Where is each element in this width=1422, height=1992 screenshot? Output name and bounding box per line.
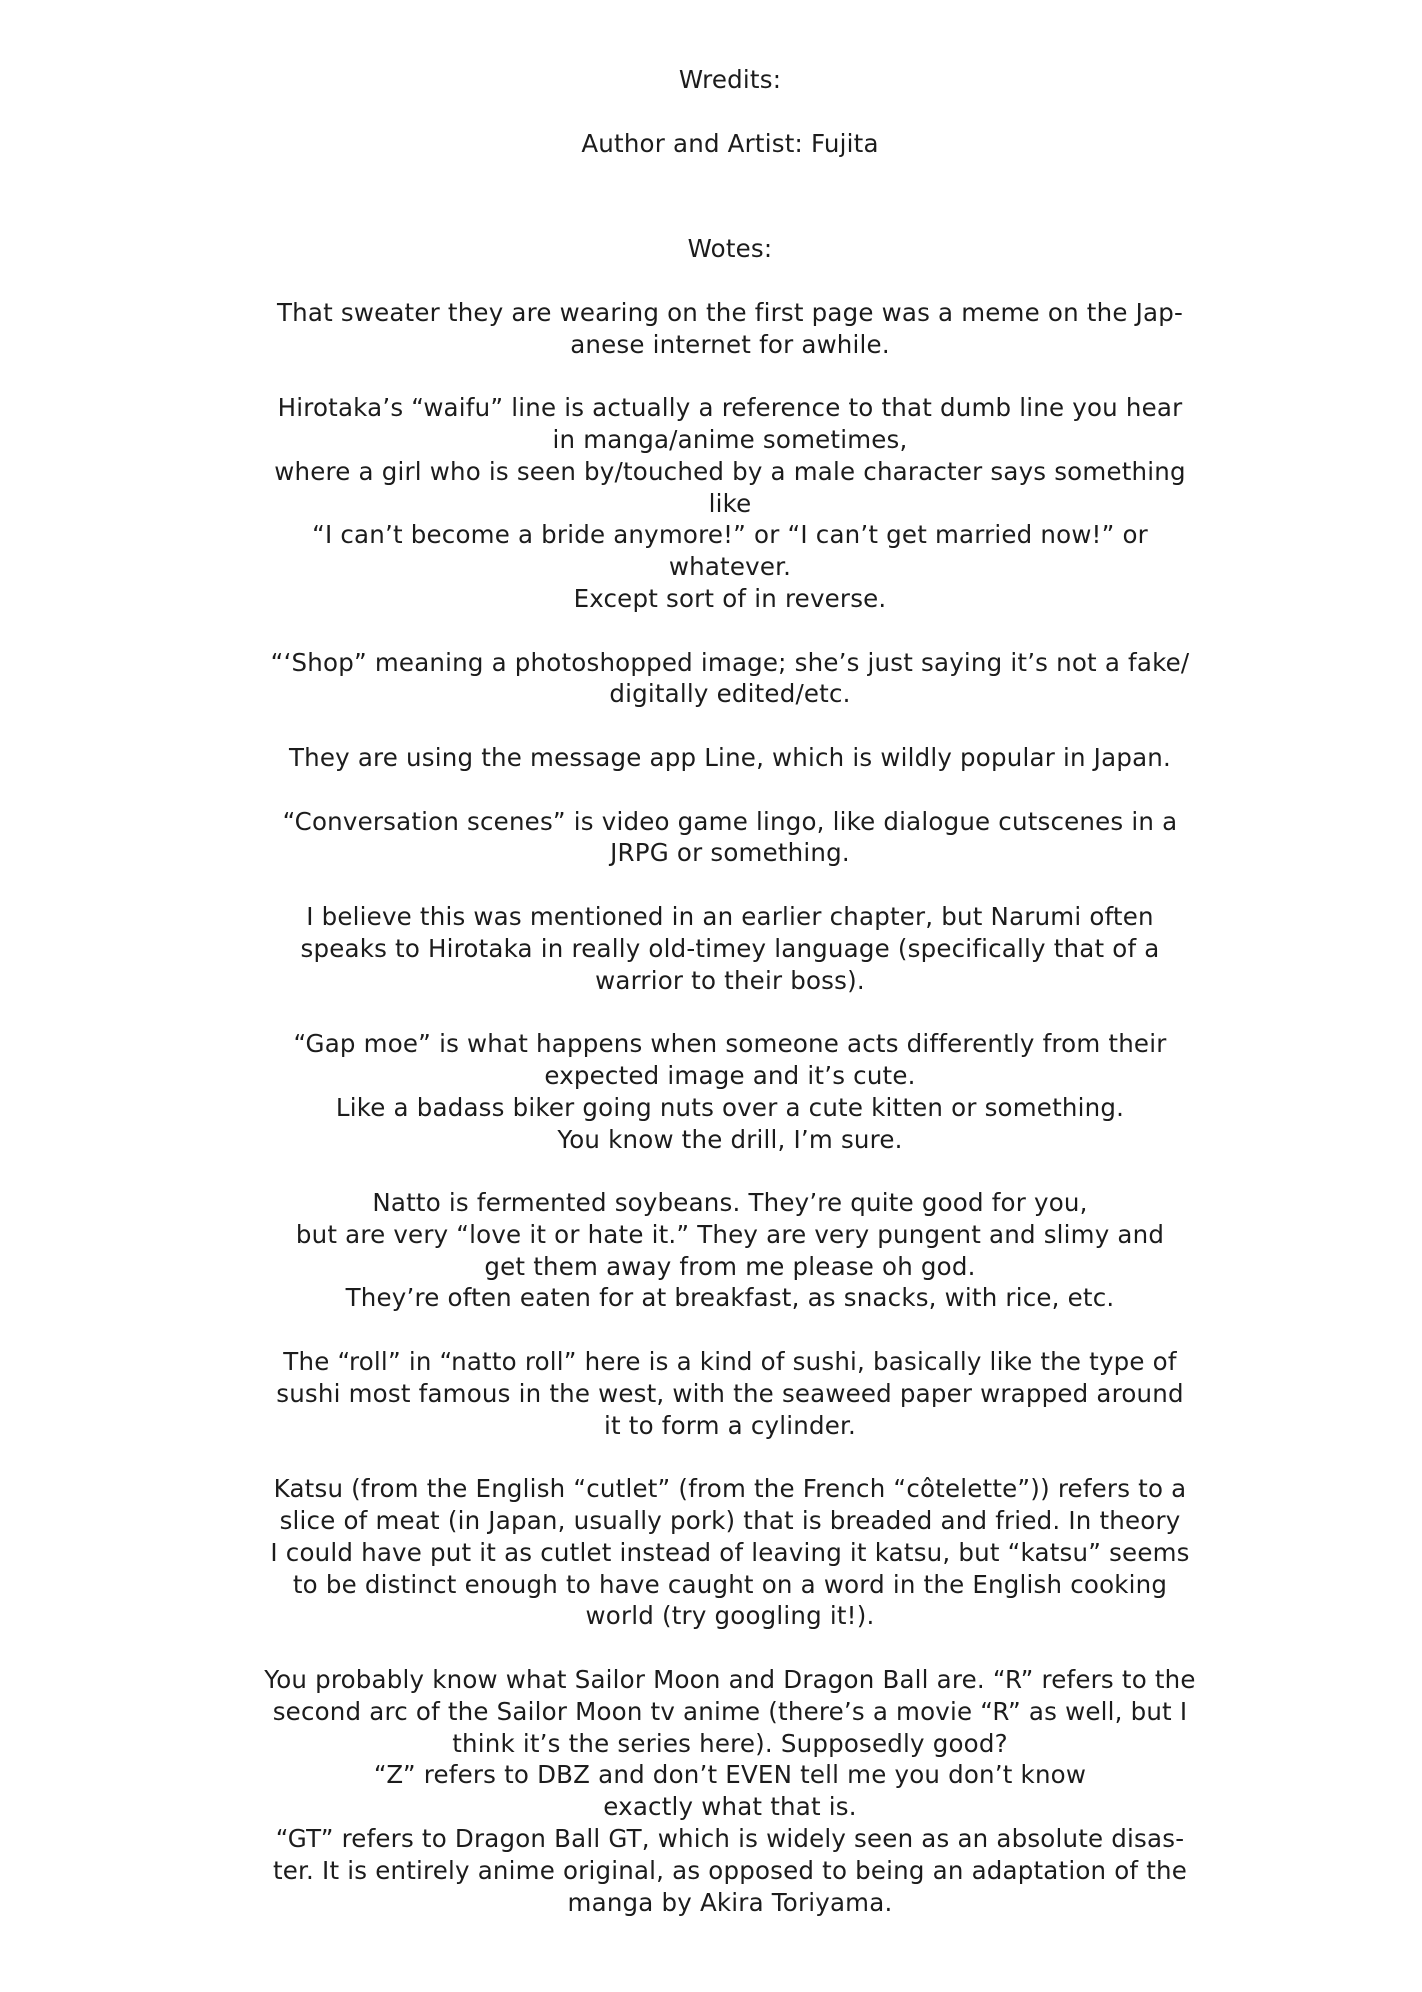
spacer bbox=[160, 615, 1300, 647]
note-line: to be distinct enough to have caught on a word in the English cooking bbox=[292, 1569, 1168, 1599]
note-line: slice of meat (in Japan, usually pork) that is breaded and fried. In theory bbox=[279, 1506, 1181, 1536]
spacer bbox=[160, 1314, 1300, 1346]
note-line: I believe this was mentioned in an earlier chapter, but Narumi often bbox=[306, 901, 1154, 931]
note-paragraph bbox=[160, 1346, 1300, 1441]
credits-heading: Wredits: bbox=[678, 65, 782, 94]
note-line: You probably know what Sailor Moon and Dragon Ball are. “R” refers to the bbox=[264, 1665, 1196, 1695]
note-line: ter. It is entirely anime original, as opposed to being an adaptation of the bbox=[272, 1855, 1188, 1885]
note-line: second arc of the Sailor Moon tv anime (there’s a movie “R” as well, but I bbox=[272, 1696, 1188, 1726]
note-line: “GT” refers to Dragon Ball GT, which is widely seen as an absolute disas- bbox=[275, 1824, 1185, 1854]
page-content bbox=[160, 64, 1300, 1918]
note-line: where a girl who is seen by/touched by a male character says something bbox=[274, 456, 1186, 486]
note-line: warrior to their boss). bbox=[595, 965, 865, 995]
spacer bbox=[160, 1632, 1300, 1664]
note-line: They are using the message app Line, which is wildly popular in Japan. bbox=[288, 742, 1171, 772]
spacer bbox=[160, 265, 1300, 297]
note-paragraph bbox=[160, 297, 1300, 361]
note-line: like bbox=[708, 488, 752, 518]
spacer bbox=[160, 201, 1300, 233]
note-paragraph bbox=[160, 1187, 1300, 1314]
spacer bbox=[160, 1155, 1300, 1187]
spacer bbox=[160, 869, 1300, 901]
note-line: “‘Shop” meaning a photoshopped image; she’s just saying it’s not a fake/ bbox=[270, 647, 1190, 677]
note-line: manga by Akira Toriyama. bbox=[567, 1887, 893, 1917]
credits-author-line: Author and Artist: Fujita bbox=[581, 128, 879, 158]
note-line: anese internet for awhile. bbox=[570, 329, 890, 359]
note-line: Natto is fermented soybeans. They’re quite good for you, bbox=[372, 1188, 1088, 1218]
note-line: digitally edited/etc. bbox=[609, 679, 851, 709]
note-line: world (try googling it!). bbox=[585, 1601, 875, 1631]
note-line: “I can’t become a bride anymore!” or “I can’t get married now!” or bbox=[312, 520, 1148, 550]
note-paragraph bbox=[160, 806, 1300, 870]
note-line: That sweater they are wearing on the first page was a meme on the Jap- bbox=[276, 297, 1184, 327]
note-line: it to form a cylinder. bbox=[603, 1410, 857, 1440]
note-line: You know the drill, I’m sure. bbox=[557, 1124, 903, 1154]
spacer bbox=[160, 774, 1300, 806]
note-line: Hirotaka’s “waifu” line is actually a reference to that dumb line you hear bbox=[277, 393, 1183, 423]
spacer bbox=[160, 1441, 1300, 1473]
spacer bbox=[160, 96, 1300, 128]
note-line: The “roll” in “natto roll” here is a kind of sushi, basically like the type of bbox=[283, 1347, 1177, 1377]
note-paragraph bbox=[160, 901, 1300, 996]
spacer bbox=[160, 159, 1300, 201]
note-line: expected image and it’s cute. bbox=[544, 1060, 916, 1090]
note-line: whatever. bbox=[668, 552, 792, 582]
notes-heading: Wotes: bbox=[687, 234, 773, 264]
note-paragraph bbox=[160, 1028, 1300, 1155]
note-paragraph bbox=[160, 742, 1300, 774]
note-line: in manga/anime sometimes, bbox=[552, 424, 908, 454]
spacer bbox=[160, 710, 1300, 742]
note-paragraph bbox=[160, 1664, 1300, 1918]
note-line: get them away from me please oh god. bbox=[484, 1251, 976, 1281]
note-line: speaks to Hirotaka in really old-timey language (specifically that of a bbox=[300, 933, 1160, 963]
note-line: They’re often eaten for at breakfast, as snacks, with rice, etc. bbox=[345, 1283, 1115, 1313]
note-line: “Conversation scenes” is video game lingo, like dialogue cutscenes in a bbox=[282, 806, 1178, 836]
note-paragraph bbox=[160, 392, 1300, 615]
notes-list bbox=[160, 297, 1300, 1919]
note-line: Except sort of in reverse. bbox=[573, 583, 887, 613]
note-line: JRPG or something. bbox=[610, 838, 850, 868]
note-line: think it’s the series here). Supposedly good? bbox=[452, 1728, 1008, 1758]
note-line: “Z” refers to DBZ and don’t EVEN tell me you don’t know bbox=[373, 1760, 1087, 1790]
note-line: Katsu (from the English “cutlet” (from the French “côtelette”)) refers to a bbox=[273, 1474, 1187, 1504]
note-line: sushi most famous in the west, with the seaweed paper wrapped around bbox=[276, 1378, 1184, 1408]
note-line: exactly what that is. bbox=[603, 1792, 857, 1822]
spacer bbox=[160, 996, 1300, 1028]
note-line: “Gap moe” is what happens when someone acts differently from their bbox=[293, 1029, 1167, 1059]
note-paragraph bbox=[160, 647, 1300, 711]
note-paragraph bbox=[160, 1473, 1300, 1632]
note-line: Like a badass biker going nuts over a cute kitten or something. bbox=[335, 1092, 1125, 1122]
note-line: I could have put it as cutlet instead of leaving it katsu, but “katsu” seems bbox=[270, 1537, 1190, 1567]
note-line: but are very “love it or hate it.” They are very pungent and slimy and bbox=[295, 1219, 1165, 1249]
spacer bbox=[160, 360, 1300, 392]
